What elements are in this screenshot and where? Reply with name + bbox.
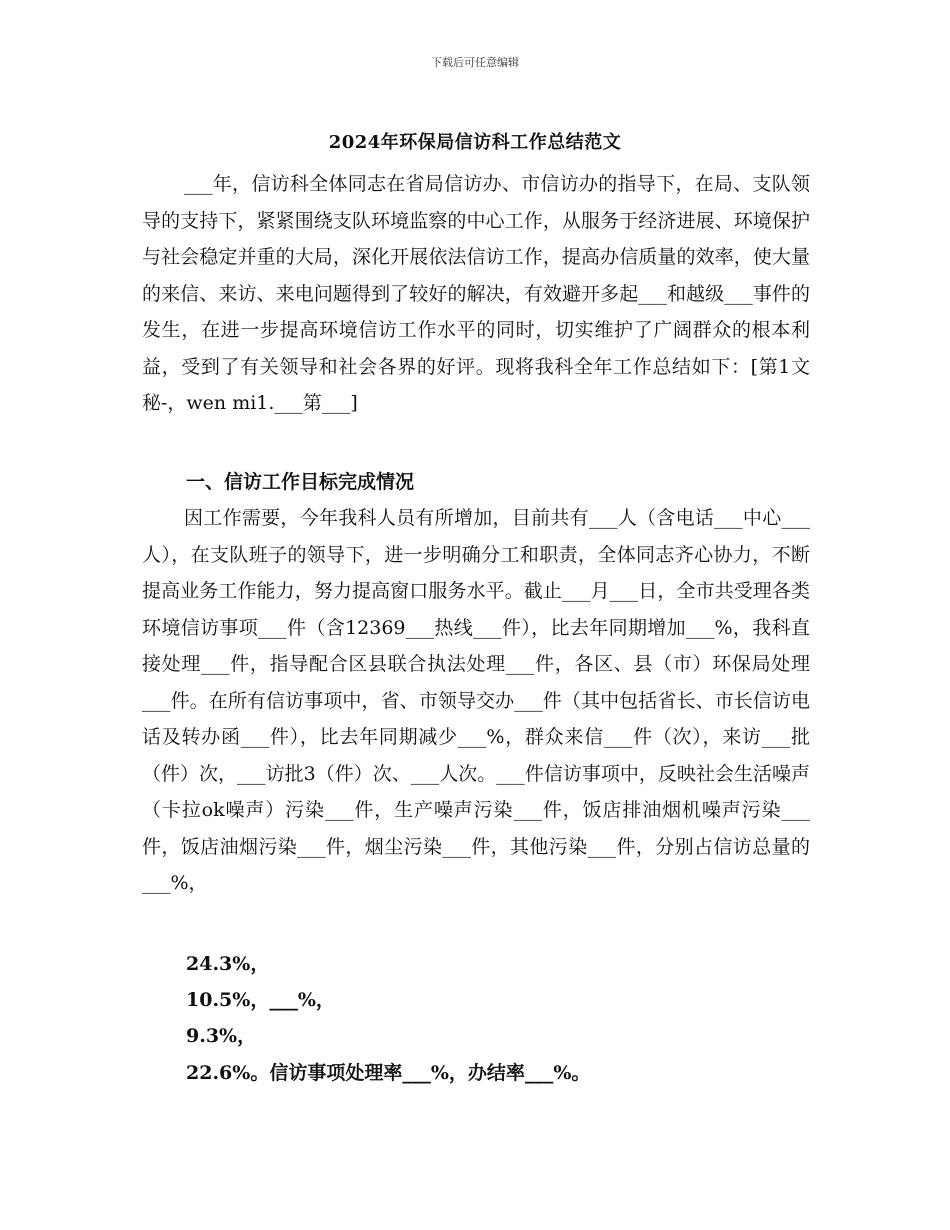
section-heading: 一、信访工作目标完成情况 [186, 471, 415, 493]
document-title: 2024年环保局信访科工作总结范文 [328, 132, 622, 153]
section-paragraph: 因工作需要，今年我科人员有所增加，目前共有___人（含电话___中心___人），在支队班子的领导下，进一步明确分工和职责，全体同志齐心协力，不断提高业务工作能力，努力提高窗口服务水平。截止___月___日，全市共受理各类环境信访事项___件（含12369___热线___件），比去年同期增加___%，我科直接处理___件，指导配合区县联合执法处理___件，各区、县（市）环保局处理___件。在所有信访事项中，省、市领导交办___件（其中包括省长、市长信访电话及转办函___件），比去年同期减少___%，群众来信___件（次），来访___批（件）次，___访批3（件）次、___人次。___件信访事项中，反映社会生活噪声（卡拉ok噪声）污染___件，生产噪声污染___件，饭店排油烟机噪声污染___件，饭店油烟污染___件，烟尘污染___件，其他污染___件，分别占信访总量的___%， [142, 507, 810, 894]
percent-line: 24.3%， [186, 953, 270, 975]
header-note: 下载后可任意编辑 [431, 56, 519, 69]
percent-line: 22.6%。信访事项处理率___%，办结率___%。 [186, 1062, 591, 1084]
percent-line: 9.3%， [186, 1025, 257, 1047]
percent-line: 10.5%，___%， [186, 989, 335, 1011]
intro-paragraph: ___年，信访科全体同志在省局信访办、市信访办的指导下，在局、支队领导的支持下，紧紧围绕支队环境监察的中心工作，从服务于经济进展、环境保护与社会稳定并重的大局，深化开展依法信访工作，提高办信质量的效率，使大量的来信、来访、来电问题得到了较好的解决，有效避开多起___和越级___事件的发生，在进一步提高环境信访工作水平的同时，切实维护了广阔群众的根本利益，受到了有关领导和社会各界的好评。现将我科全年工作总结如下：[第1文秘-，wen mi1.___第___] [142, 173, 810, 414]
